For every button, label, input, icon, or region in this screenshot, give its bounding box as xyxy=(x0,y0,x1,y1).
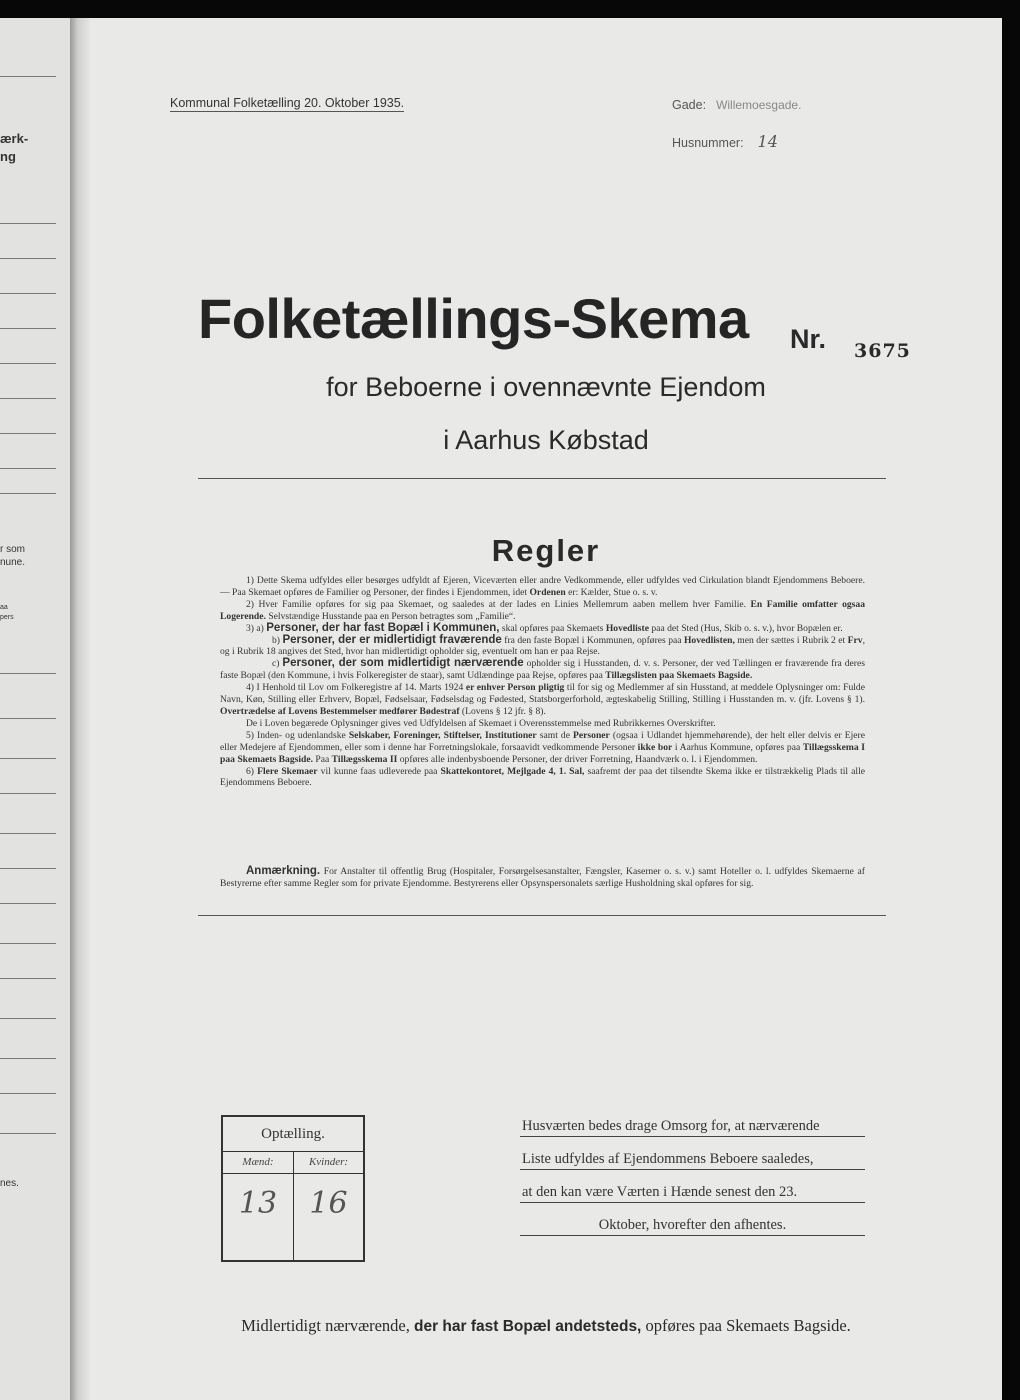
husnummer-label: Husnummer: xyxy=(672,136,744,150)
left-fragment: r som xyxy=(0,544,25,555)
left-rule xyxy=(0,363,56,364)
husnummer-row xyxy=(672,132,778,152)
left-fragment: ng xyxy=(0,149,16,164)
left-fragment: nune. xyxy=(0,557,26,568)
men-count: 13 xyxy=(238,1186,278,1221)
left-rule xyxy=(0,833,56,834)
remark-paragraph xyxy=(220,866,865,890)
form-subtitle-city: i Aarhus Købstad xyxy=(443,425,649,455)
form-number-value: 3675 xyxy=(854,340,911,362)
left-fragment: ærk- xyxy=(0,131,29,146)
divider xyxy=(198,478,886,479)
adjacent-page-fragment xyxy=(0,18,70,1400)
census-header-title: Kommunal Folketælling 20. Oktober 1935. xyxy=(170,96,405,110)
count-box-title: Optælling. xyxy=(223,1117,363,1152)
left-rule xyxy=(0,1133,56,1134)
left-rule xyxy=(0,293,56,294)
left-rule xyxy=(0,758,56,759)
women-label: Kvinder: xyxy=(294,1151,363,1174)
rule-2: 2) Hver Familie opføres for sig paa Skemaet, og saaledes at der lades en Linies Mellemrum aaben mellem hver Familie. En Familie omfatter ogsaa Logerende. Selvstændige Husstande paa en Person betragtes som „Familie“. xyxy=(220,598,865,622)
left-rule xyxy=(0,943,56,944)
left-rule xyxy=(0,76,56,77)
men-column xyxy=(223,1151,293,1260)
notice-line: Oktober, hvorefter den afhentes. xyxy=(520,1217,865,1236)
rule-4: 4) I Henhold til Lov om Folkeregistre af 14. Marts 1924 er enhver Person pligtig til for sig og Medlemmer af sin Husstand, at meddele Oplysninger om: Fulde Navn, Køn, Stilling eller Erhverv, Bopæl, Fødselsaar, Fødselsdag og Fødested, Statsborgerforhold, ægteskabelig Stilling, Stilling i Husstanden m. v. (jfr. Lovens § 1). Overtrædelse af Lovens Bestemmelser medfører Bødestraf (Lovens § 12 jfr. § 8). xyxy=(220,682,865,717)
count-box xyxy=(221,1115,365,1262)
left-rule xyxy=(0,718,56,719)
left-rule xyxy=(0,903,56,904)
rule-1: 1) Dette Skema udfyldes eller besørges udfyldt af Ejeren, Viceværten eller andre Vedkommende, eller udfyldes ved Cirkulation blandt Ejendommens Beboere. — Paa Skemaet opføres de Familier og Personer, der findes i Ejendommen, idet Ordenen er: Kælder, Stue o. s. v. xyxy=(220,575,865,598)
census-form-page xyxy=(90,18,1002,1400)
remark-label: Anmærkning. xyxy=(246,865,321,877)
left-rule xyxy=(0,223,56,224)
women-column xyxy=(293,1151,363,1260)
left-rule xyxy=(0,978,56,979)
gade-value: Willemoesgade. xyxy=(716,98,802,112)
left-rule xyxy=(0,1093,56,1094)
rule-3c: c) Personer, der som midlertidigt nærværende opholder sig i Husstanden, d. v. s. Personer, der ved Tællingen er fraværende fra deres faste Bopæl (den Kommune, i hvis Folkeregister de staar), samt Udlændinge paa Rejse, opføres paa Tillægslisten paa Skemaets Bagside. xyxy=(220,657,865,682)
women-count: 16 xyxy=(309,1186,348,1221)
rule-3b: b) Personer, der er midlertidigt fraværende fra den faste Bopæl i Kommunen, opføres paa Hovedlisten, men der sættes i Rubrik 2 et Frv, og i Rubrik 18 angives det Sted, hvor han midlertidigt opholder sig, eventuelt om han er paa Rejse. xyxy=(220,633,865,658)
rule-4-note: De i Loven begærede Oplysninger gives ved Udfyldelsen af Skemaet i Overensstemmelse med Rubrikkernes Overskrifter. xyxy=(246,717,716,729)
left-fragment: pers xyxy=(0,614,14,621)
left-rule xyxy=(0,328,56,329)
rule-6: 6) Flere Skemaer vil kunne faas udleverede paa Skattekontoret, Mejlgade 4, 1. Sal, saafremt der paa det tilsendte Skema ikke er tilstrækkelig Plads til alle Ejendommens Beboere. xyxy=(220,765,866,789)
landlord-notice xyxy=(520,1118,865,1250)
notice-line: Husværten bedes drage Omsorg for, at nærværende xyxy=(520,1118,865,1137)
men-label: Mænd: xyxy=(223,1151,293,1174)
husnummer-value: 14 xyxy=(757,132,778,151)
remark-text: For Anstalter til offentlig Brug (Hospitaler, Forsørgelsesanstalter, Fængsler, Kaserner o. s. v.) samt Hoteller o. l. udfyldes Skemaerne af Bestyrerne efter samme Regler som for private Ejendomme. Bestyrerens eller Opsynspersonalets særlige Husholdning skal opføres for sig. xyxy=(220,866,865,889)
notice-line: at den kan være Værten i Hænde senest den 23. xyxy=(520,1184,865,1203)
book-gutter xyxy=(70,18,90,1400)
rules-heading: Regler xyxy=(491,533,601,568)
gade-row xyxy=(672,96,801,114)
left-rule xyxy=(0,258,56,259)
left-rule xyxy=(0,493,56,494)
left-rule xyxy=(0,468,56,469)
left-rule xyxy=(0,1018,56,1019)
gade-label: Gade: xyxy=(672,98,707,112)
left-rule xyxy=(0,433,56,434)
left-rule xyxy=(0,673,56,674)
rule-3a: 3) a) Personer, der har fast Bopæl i Kommunen, skal opføres paa Skemaets Hovedliste paa det Sted (Hus, Skib o. s. v.), hvor Bopælen er. xyxy=(246,621,843,634)
left-fragment: nes. xyxy=(0,1178,19,1189)
left-rule xyxy=(0,398,56,399)
divider xyxy=(198,915,886,916)
left-rule xyxy=(0,1058,56,1059)
left-rule xyxy=(0,793,56,794)
left-fragment: aa xyxy=(0,604,8,611)
form-subtitle: for Beboerne i ovennævnte Ejendom xyxy=(326,372,766,402)
rules-text xyxy=(220,575,865,789)
rule-5: 5) Inden- og udenlandske Selskaber, Foreninger, Stiftelser, Institutioner samt de Personer (ogsaa i Udlandet hjemmehørende), der helt eller delvis er Ejere eller Medejere af Ejendommen, eller som i denne har Forretningslokale, forsaavidt vedkommende Personer ikke bor i Aarhus Kommune, opføres paa Tillægsskema I paa Skemaets Bagside. Paa Tillægsskema II opføres alle indenbysboende Personer, der driver Forretning, Haandværk o. l. i Ejendommen. xyxy=(220,729,865,765)
form-number-label: Nr. xyxy=(790,324,827,354)
notice-line: Liste udfyldes af Ejendommens Beboere saaledes, xyxy=(520,1151,865,1170)
left-rule xyxy=(0,868,56,869)
form-title: Folketællings-Skema xyxy=(198,287,749,350)
footer-instruction: Midlertidigt nærværende, der har fast Bopæl andetsteds, opføres paa Skemaets Bagside. xyxy=(241,1316,851,1335)
